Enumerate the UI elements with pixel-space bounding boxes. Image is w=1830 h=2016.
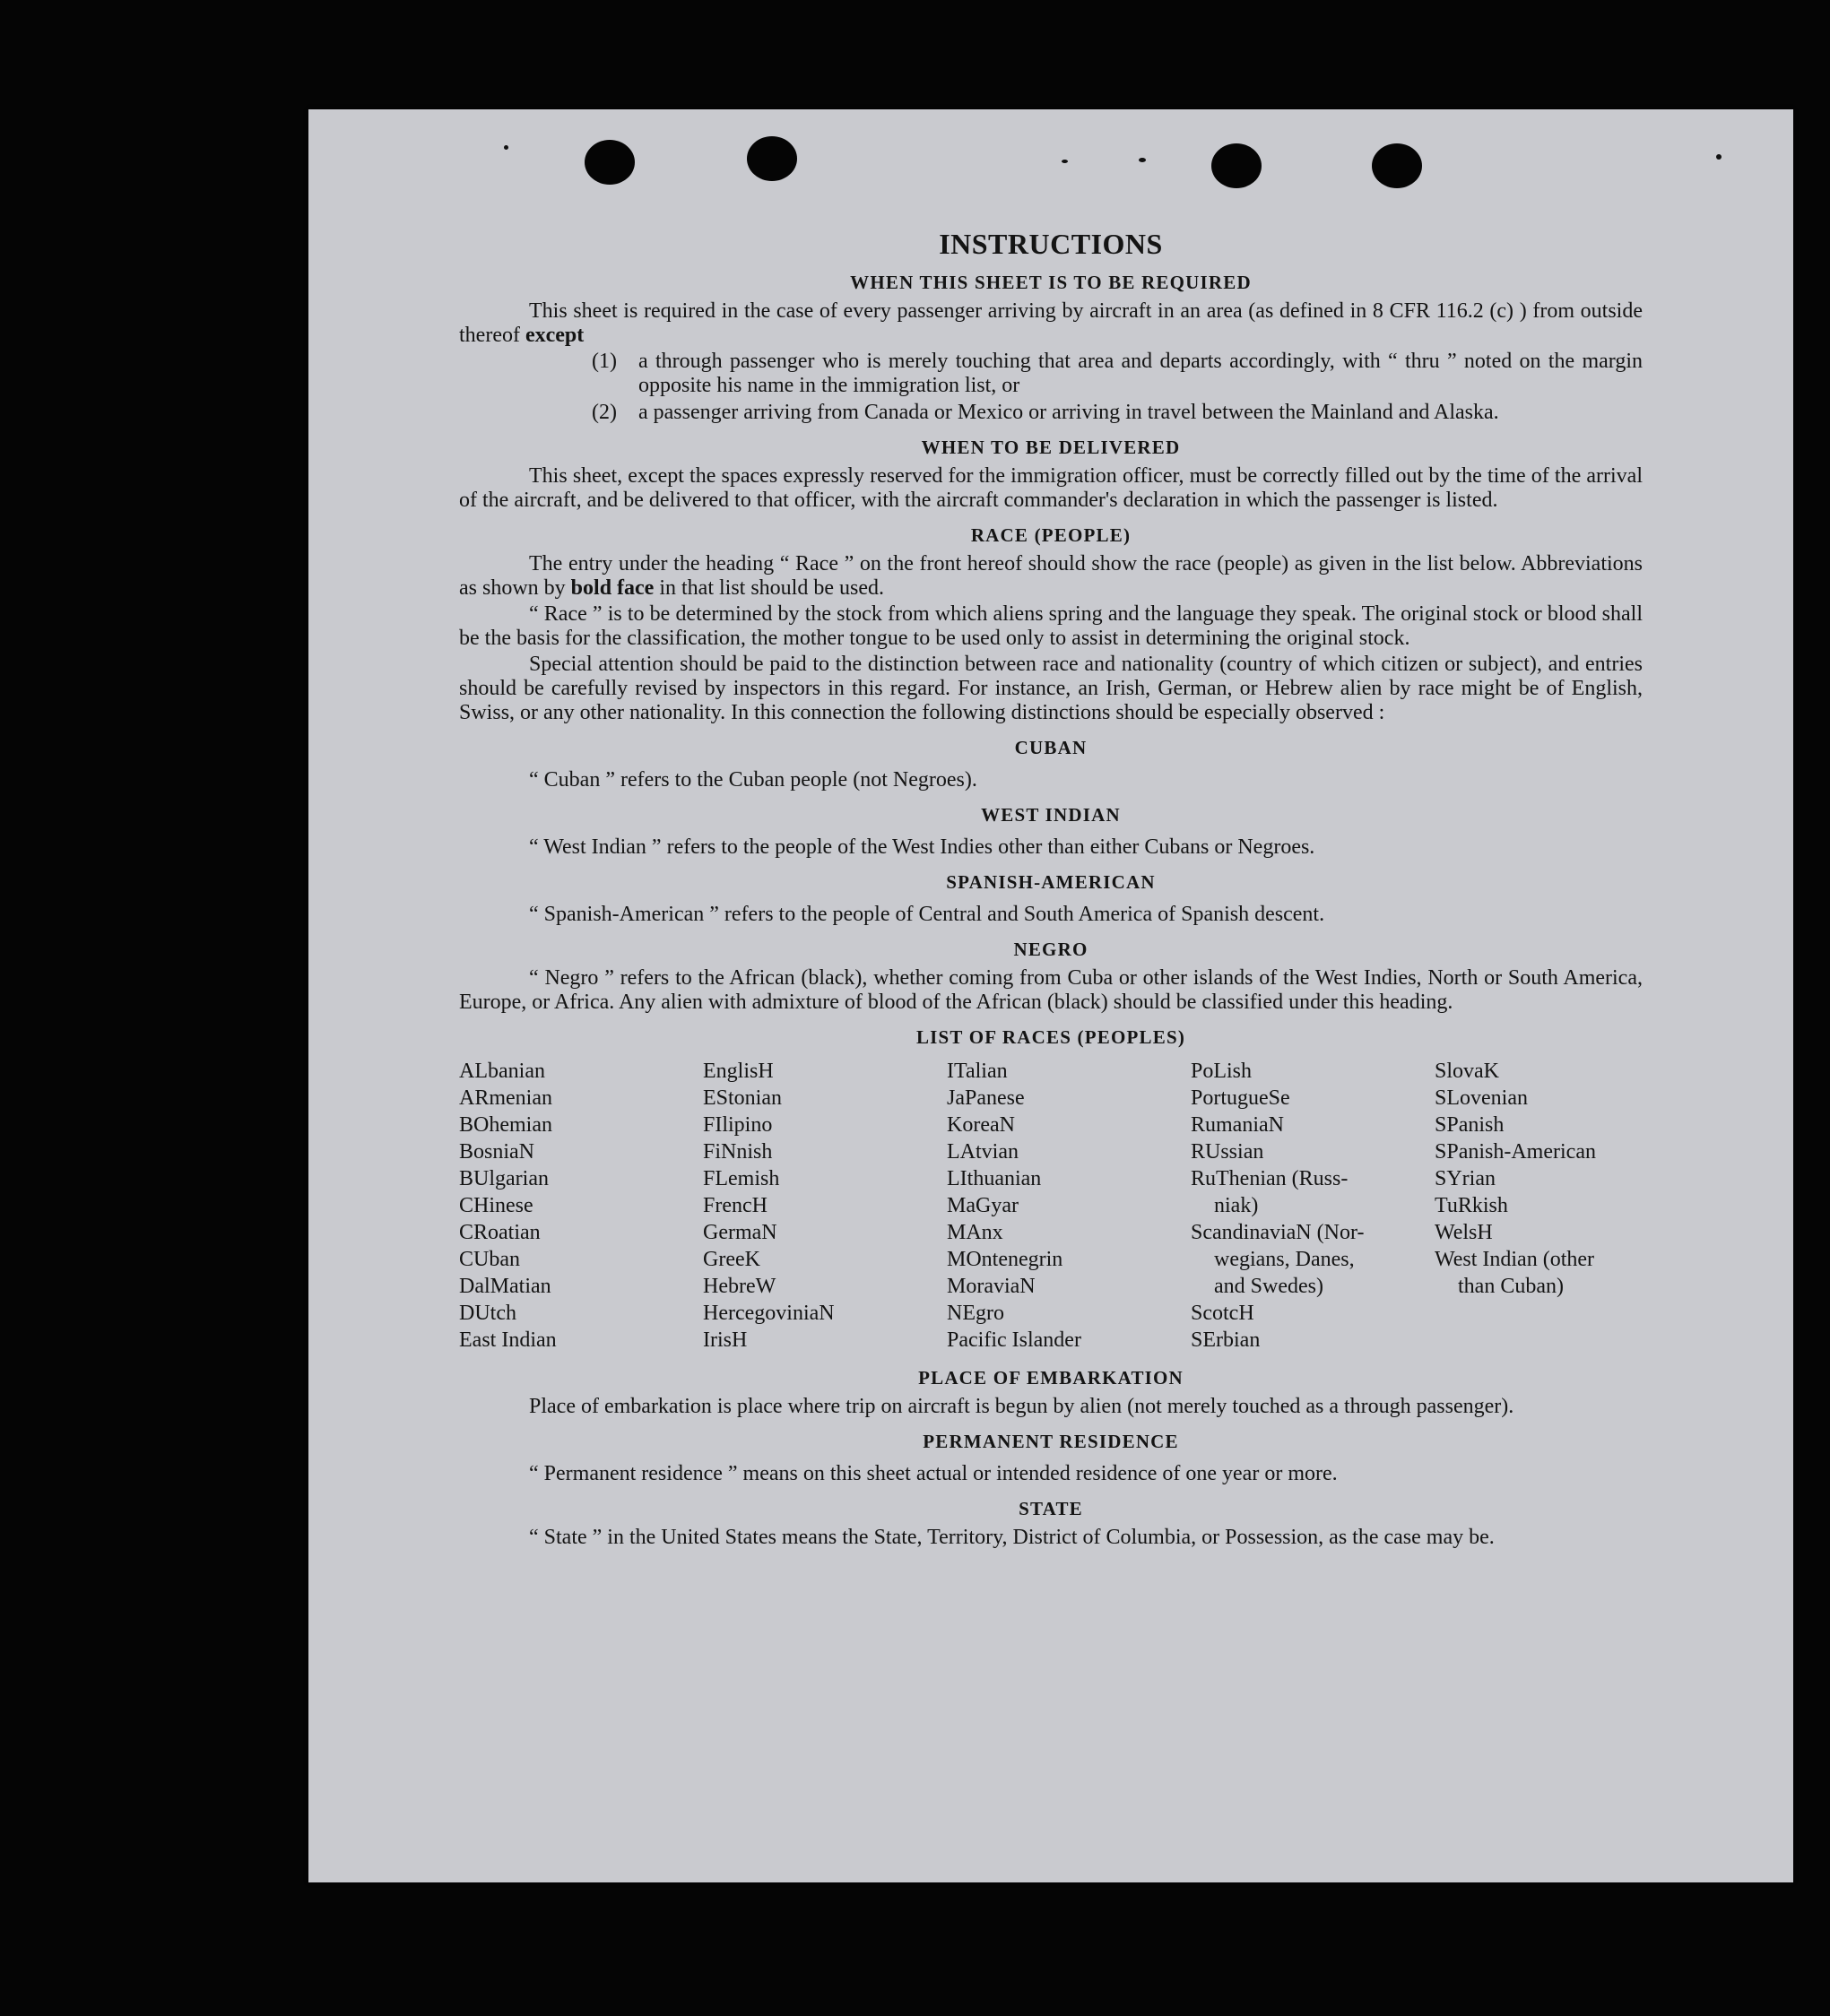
races-column [1191, 1058, 1435, 1354]
race-entry: East Indian [459, 1328, 557, 1352]
race-entry: PoLish [1191, 1060, 1253, 1083]
race-entry: LIthuanian [947, 1167, 1042, 1190]
race-entry: ScandinaviaN (Nor- wegians, Danes, and Swedes) [1191, 1221, 1365, 1298]
race-entry: MaGyar [947, 1194, 1019, 1217]
race-entry: ITalian [947, 1060, 1008, 1083]
speck [504, 145, 508, 150]
exception-item: (1) a through passenger who is merely touching that area and departs accordingly, with “ thru ” noted on the margin opposite his name in the immigration list, or [592, 350, 1643, 397]
state-text: “ State ” in the United States means the State, Territory, District of Columbia, or Possession, as the case may be. [529, 1526, 1495, 1549]
races-column [459, 1058, 703, 1354]
section-heading-race: RACE (PEOPLE) [970, 524, 1132, 546]
race-entry: JaPanese [947, 1086, 1025, 1110]
section-heading-list-of-races: LIST OF RACES (PEOPLES) [915, 1026, 1186, 1048]
spanish-american-text: “ Spanish-American ” refers to the people of Central and South America of Spanish descent. [529, 903, 1325, 926]
punch-hole [585, 140, 635, 185]
race-entry: HebreW [703, 1275, 776, 1298]
race-entry: Pacific Islander [947, 1328, 1081, 1352]
race-entry: NEgro [947, 1302, 1004, 1325]
race-paragraph-1: The entry under the heading “ Race ” on the front hereof should show the race (people) as given in the list below. Abbreviations as shown by bold face in that list should be used. [459, 552, 1643, 600]
races-list [459, 1058, 1643, 1354]
race-entry: MAnx [947, 1221, 1003, 1244]
race-entry: DalMatian [459, 1275, 551, 1298]
instructions-text [459, 228, 1643, 1552]
race-entry: CUban [459, 1248, 520, 1271]
punch-hole [747, 136, 797, 181]
bold-face-emphasis: bold face [570, 576, 655, 600]
race-entry: SErbian [1191, 1328, 1261, 1352]
race-entry: TuRkish [1435, 1194, 1508, 1217]
race-entry: FrencH [703, 1194, 768, 1217]
section-heading-required: WHEN THIS SHEET IS TO BE REQUIRED [850, 272, 1252, 293]
section-heading-embarkation: PLACE OF EMBARKATION [918, 1367, 1184, 1389]
race-entry: SPanish-American [1435, 1140, 1596, 1164]
race-entry: PortugueSe [1191, 1086, 1290, 1110]
race-paragraph-2: “ Race ” is to be determined by the stock from which aliens spring and the language they speak. The original stock or blood shall be the basis for the classification, the mother tongue to be used only to assist in determining the original stock. [459, 602, 1643, 650]
speck [1139, 158, 1146, 162]
race-entry: FiNnish [703, 1140, 773, 1164]
race-entry: EStonian [703, 1086, 782, 1110]
exception-item: (2) a passenger arriving from Canada or Mexico or arriving in travel between the Mainland and Alaska. [592, 401, 1499, 424]
cuban-text: “ Cuban ” refers to the Cuban people (not Negroes). [529, 768, 977, 792]
section-heading-delivered: WHEN TO BE DELIVERED [921, 437, 1181, 458]
race-paragraph-3: Special attention should be paid to the distinction between race and nationality (country of which citizen or subject), and entries should be carefully revised by inspectors in this regard. For instance, an Irish, German, or Hebrew alien by race might be of English, Swiss, or any other nationality. In this connection the following distinctions should be especially observed : [459, 653, 1643, 724]
except-emphasis: except [525, 324, 585, 347]
race-entry: West Indian (other than Cuban) [1435, 1248, 1595, 1298]
race-entry: DUtch [459, 1302, 516, 1325]
delivered-text: This sheet, except the spaces expressly reserved for the immigration officer, must be correctly filled out by the time of the arrival of the aircraft, and be delivered to that officer, with the aircraft commander's declaration in which the passenger is listed. [459, 464, 1643, 512]
west-indian-text: “ West Indian ” refers to the people of the West Indies other than either Cubans or Negroes. [529, 835, 1315, 859]
race-entry: ALbanian [459, 1060, 545, 1083]
race-entry: EnglisH [703, 1060, 774, 1083]
race-entry: KoreaN [947, 1113, 1015, 1137]
section-heading-state: STATE [1019, 1498, 1083, 1519]
race-entry: RUssian [1191, 1140, 1264, 1164]
race-entry: LAtvian [947, 1140, 1019, 1164]
race-entry: RuThenian (Russ- niak) [1191, 1167, 1349, 1217]
race-entry: BOhemian [459, 1113, 552, 1137]
embarkation-text: Place of embarkation is place where trip on aircraft is begun by alien (not merely touched as a through passenger). [529, 1395, 1514, 1418]
punch-hole [1372, 143, 1422, 188]
races-column [703, 1058, 947, 1354]
section-heading-negro: NEGRO [1013, 939, 1088, 960]
race-entry: WelsH [1435, 1221, 1493, 1244]
race-entry: MOntenegrin [947, 1248, 1063, 1271]
race-entry: IrisH [703, 1328, 748, 1352]
race-entry: SlovaK [1435, 1060, 1499, 1083]
race-entry: FIlipino [703, 1113, 773, 1137]
punch-hole [1211, 143, 1262, 188]
race-entry: MoraviaN [947, 1275, 1036, 1298]
race-entry: BosniaN [459, 1140, 534, 1164]
race-entry: FLemish [703, 1167, 780, 1190]
required-intro: This sheet is required in the case of every passenger arriving by aircraft in an area (as defined in 8 CFR 116.2 (c) ) from outside thereof except [459, 299, 1643, 347]
race-entry: SPanish [1435, 1113, 1505, 1137]
section-heading-spanish-american: SPANISH-AMERICAN [946, 871, 1156, 893]
section-heading-west-indian: WEST INDIAN [981, 804, 1121, 826]
speck [1062, 160, 1068, 163]
race-entry: SYrian [1435, 1167, 1496, 1190]
race-entry: CRoatian [459, 1221, 541, 1244]
residence-text: “ Permanent residence ” means on this sheet actual or intended residence of one year or more. [529, 1462, 1338, 1485]
instruction-sheet [308, 109, 1793, 1882]
race-entry: ScotcH [1191, 1302, 1254, 1325]
races-column [1435, 1058, 1643, 1354]
race-entry: CHinese [459, 1194, 533, 1217]
races-column [947, 1058, 1191, 1354]
page-title: INSTRUCTIONS [939, 228, 1163, 260]
race-entry: GermaN [703, 1221, 777, 1244]
section-heading-residence: PERMANENT RESIDENCE [923, 1431, 1179, 1452]
speck [1716, 154, 1722, 160]
race-entry: HercegoviniaN [703, 1302, 835, 1325]
race-entry: RumaniaN [1191, 1113, 1284, 1137]
race-entry: ARmenian [459, 1086, 552, 1110]
race-entry: SLovenian [1435, 1086, 1528, 1110]
race-entry: BUlgarian [459, 1167, 549, 1190]
negro-text: “ Negro ” refers to the African (black), whether coming from Cuba or other islands of the West Indies, North or South America, Europe, or Africa. Any alien with admixture of blood of the African (black) should be classified under this heading. [459, 966, 1643, 1014]
section-heading-cuban: CUBAN [1014, 737, 1088, 758]
race-entry: GreeK [703, 1248, 760, 1271]
